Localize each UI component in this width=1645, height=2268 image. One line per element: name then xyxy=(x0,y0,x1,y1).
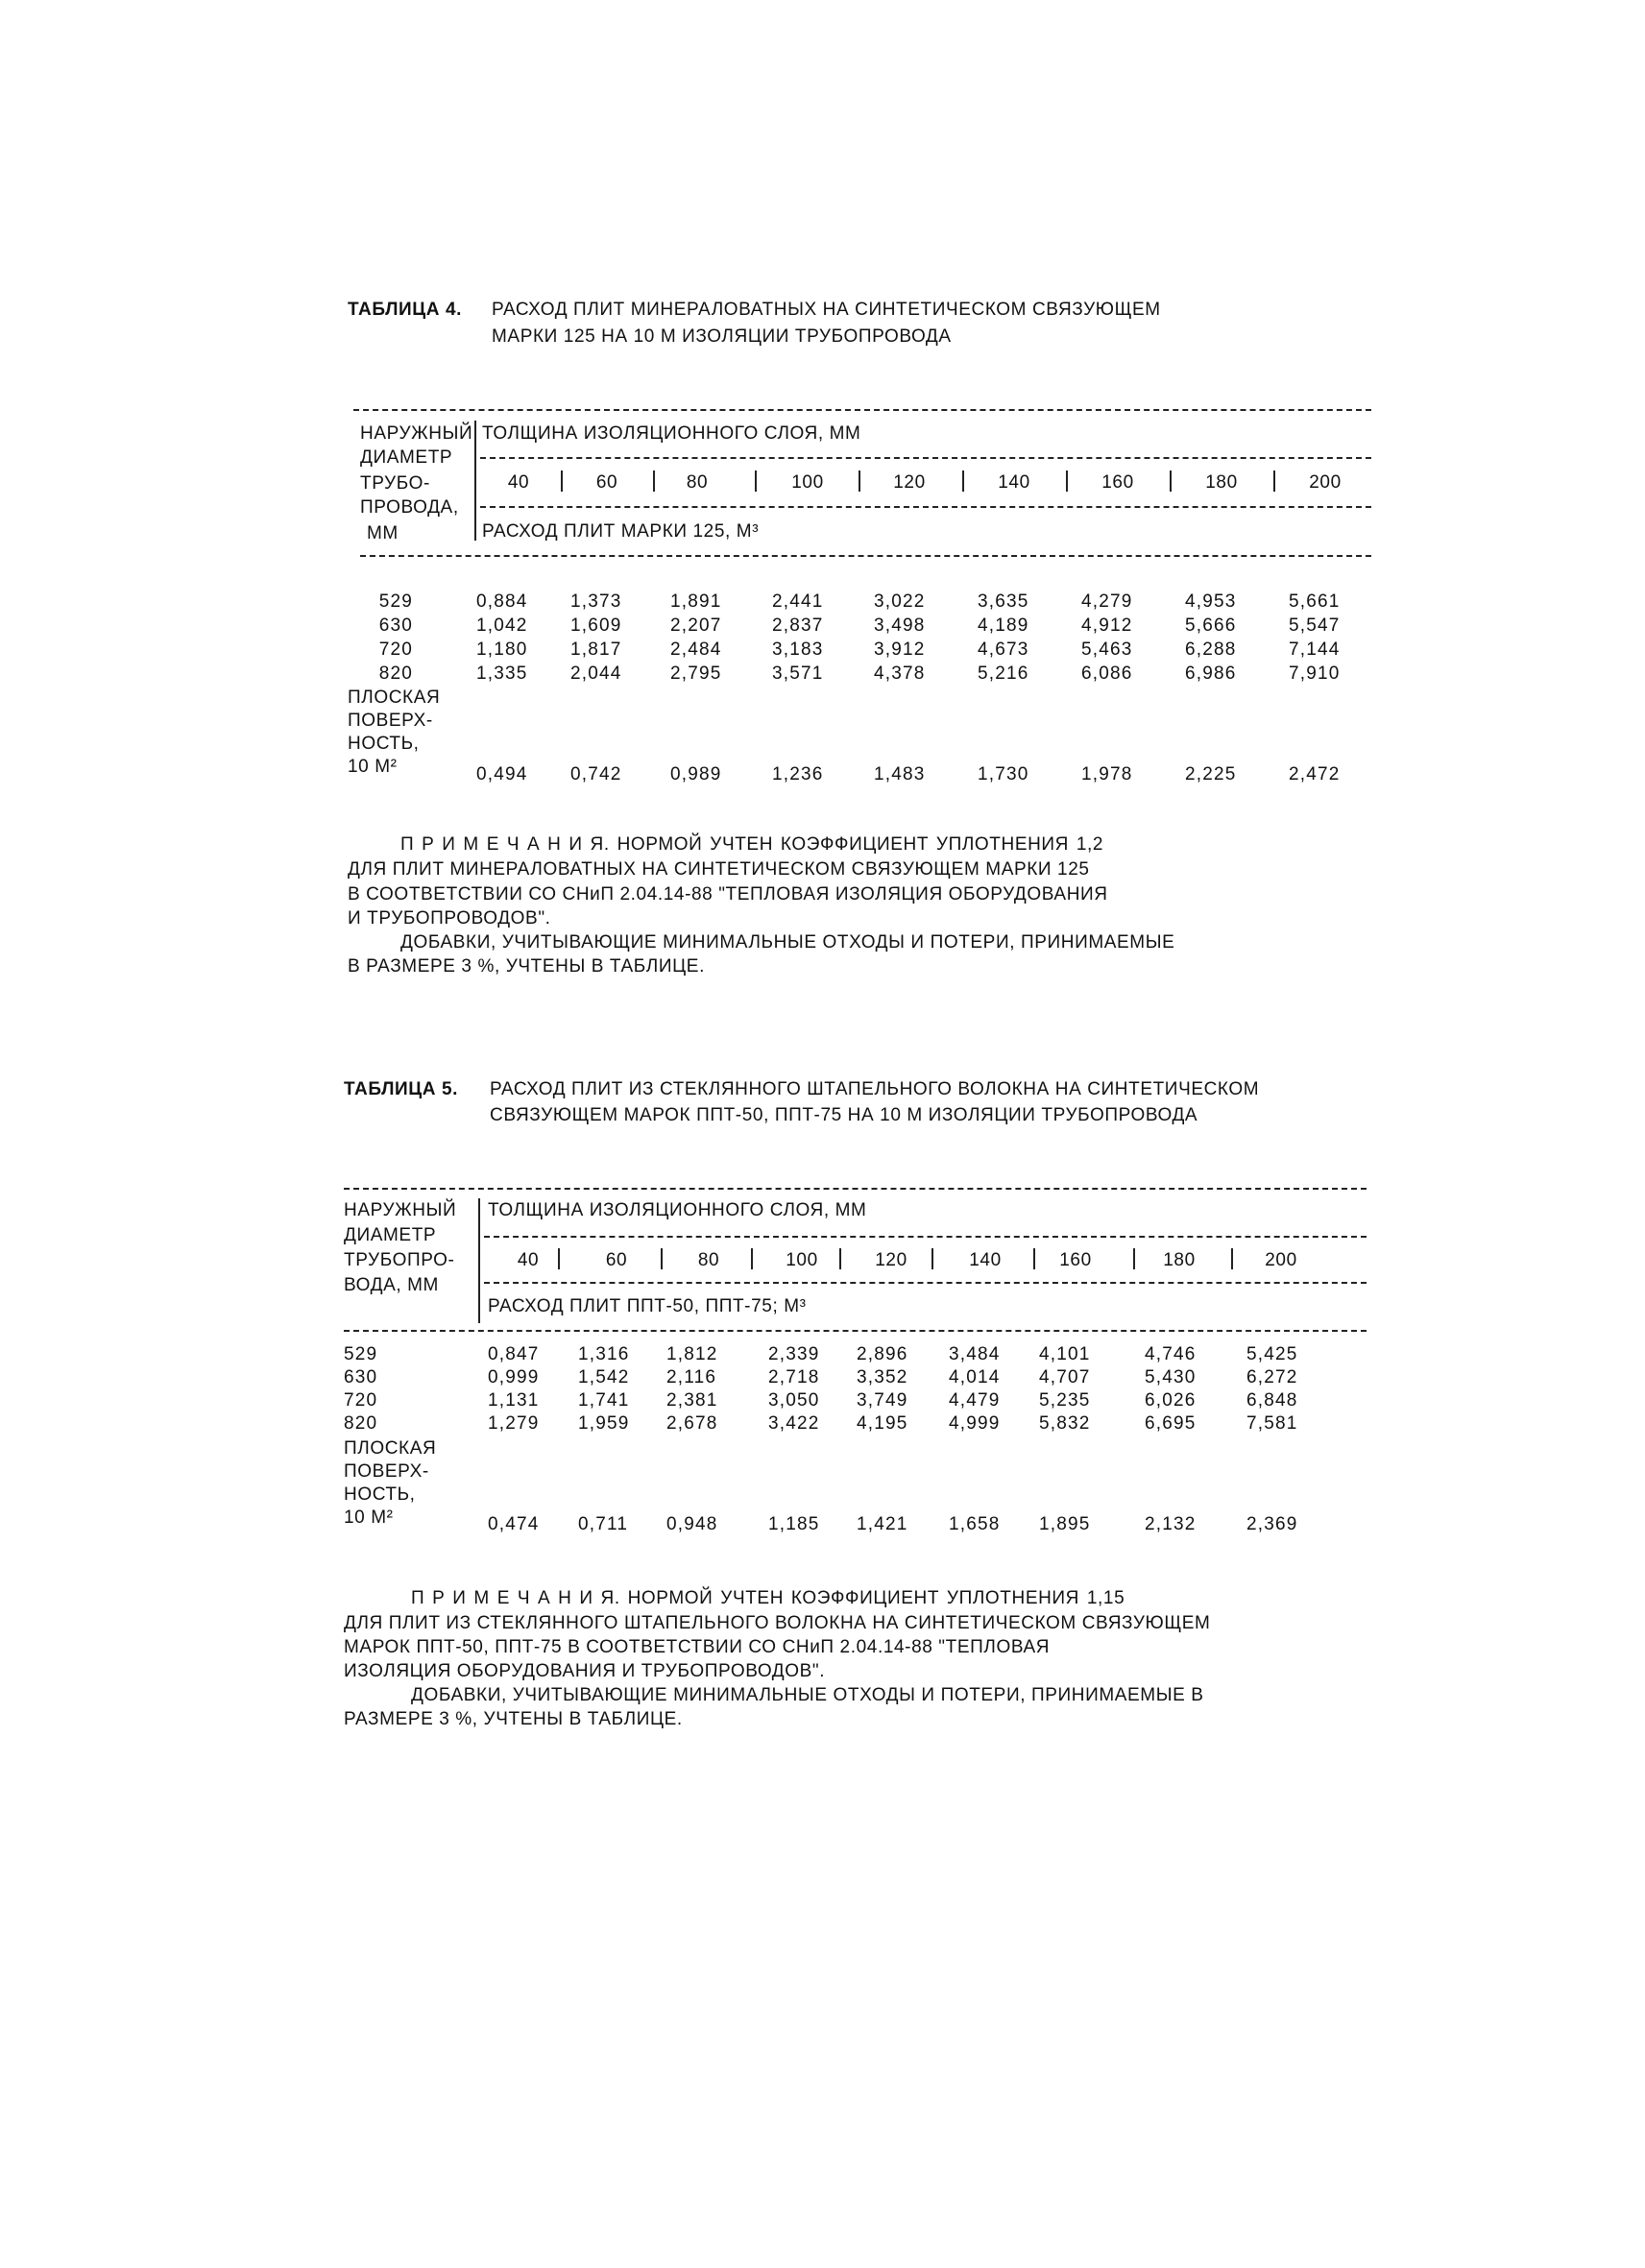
value-cell: 5,235 xyxy=(1039,1390,1091,1411)
value-cell: 4,746 xyxy=(1145,1344,1197,1364)
table-4-cell-divider xyxy=(1170,470,1172,492)
value-cell: 2,795 xyxy=(670,664,722,684)
value-cell: 3,571 xyxy=(772,664,824,684)
value-cell: 2,132 xyxy=(1145,1514,1197,1534)
table-4-thickness-cell: 100 xyxy=(791,472,824,493)
table-4-cell-divider xyxy=(962,470,964,492)
table-5-header-rule-1 xyxy=(484,1236,1367,1238)
table-4-cell-divider xyxy=(755,470,757,492)
table-5-note-line: ДЛЯ ПЛИТ ИЗ СТЕКЛЯННОГО ШТАПЕЛЬНОГО ВОЛОКНА НА СИНТЕТИЧЕСКОМ СВЯЗУЮЩЕМ xyxy=(344,1613,1211,1633)
value-cell: 4,999 xyxy=(949,1413,1001,1434)
value-cell: 1,483 xyxy=(874,764,926,784)
table-5-thickness-header: ТОЛЩИНА ИЗОЛЯЦИОННОГО СЛОЯ, ММ xyxy=(488,1200,867,1220)
value-cell: 4,014 xyxy=(949,1367,1001,1387)
table-5-note-line: ДОБАВКИ, УЧИТЫВАЮЩИЕ МИНИМАЛЬНЫЕ ОТХОДЫ И ПОТЕРИ, ПРИНИМАЕМЫЕ В xyxy=(411,1685,1204,1705)
value-cell: 2,484 xyxy=(670,639,722,660)
flat-surface-label: ПОВЕРХ- xyxy=(348,711,433,731)
diameter-cell: 529 xyxy=(378,591,413,612)
table-5-cell-divider xyxy=(751,1248,753,1269)
table-5-title-line-2: СВЯЗУЮЩЕМ МАРОК ППТ-50, ППТ-75 НА 10 М ИЗОЛЯЦИИ ТРУБОПРОВОДА xyxy=(490,1105,1198,1125)
value-cell: 2,381 xyxy=(666,1390,718,1411)
flat-surface-label: ПОВЕРХ- xyxy=(344,1461,429,1482)
table-4-row-header-3: ТРУБО- xyxy=(360,473,430,494)
table-4-label: ТАБЛИЦА 4. xyxy=(348,300,463,320)
table-5-cell-divider xyxy=(558,1248,560,1269)
table-4-header-divider xyxy=(474,421,476,541)
value-cell: 1,895 xyxy=(1039,1514,1091,1534)
value-cell: 0,847 xyxy=(488,1344,540,1364)
table-4-note-line: И ТРУБОПРОВОДОВ". xyxy=(348,908,551,929)
table-5-cell-divider xyxy=(1231,1248,1233,1269)
value-cell: 1,180 xyxy=(476,639,528,660)
value-cell: 2,207 xyxy=(670,615,722,636)
table-5-row-header-3: ТРУБОПРО- xyxy=(344,1250,455,1270)
table-4-note-line: П Р И М Е Ч А Н И Я. НОРМОЙ УЧТЕН КОЭФФИЦИЕНТ УПЛОТНЕНИЯ 1,2 xyxy=(400,834,1104,855)
value-cell: 5,463 xyxy=(1081,639,1133,660)
value-cell: 1,185 xyxy=(768,1514,820,1534)
table-5-row-header-1: НАРУЖНЫЙ xyxy=(344,1200,457,1220)
value-cell: 7,581 xyxy=(1246,1413,1298,1434)
table-5-cell-divider xyxy=(1133,1248,1135,1269)
value-cell: 4,707 xyxy=(1039,1367,1091,1387)
value-cell: 2,225 xyxy=(1185,764,1237,784)
table-4-thickness-cell: 180 xyxy=(1205,472,1238,493)
value-cell: 6,695 xyxy=(1145,1413,1197,1434)
value-cell: 6,986 xyxy=(1185,664,1237,684)
value-cell: 1,658 xyxy=(949,1514,1001,1534)
value-cell: 4,279 xyxy=(1081,591,1133,612)
value-cell: 1,335 xyxy=(476,664,528,684)
table-4-cell-divider xyxy=(653,470,655,492)
value-cell: 0,711 xyxy=(578,1514,629,1534)
table-4-note-line: ДОБАВКИ, УЧИТЫВАЮЩИЕ МИНИМАЛЬНЫЕ ОТХОДЫ И ПОТЕРИ, ПРИНИМАЕМЫЕ xyxy=(400,932,1175,953)
value-cell: 6,026 xyxy=(1145,1390,1197,1411)
value-cell: 5,666 xyxy=(1185,615,1237,636)
value-cell: 6,288 xyxy=(1185,639,1237,660)
value-cell: 2,044 xyxy=(570,664,622,684)
table-4-consumption-header: РАСХОД ПЛИТ МАРКИ 125, М³ xyxy=(482,521,760,542)
table-5-cell-divider xyxy=(839,1248,841,1269)
table-5-title-line-1: РАСХОД ПЛИТ ИЗ СТЕКЛЯННОГО ШТАПЕЛЬНОГО ВОЛОКНА НА СИНТЕТИЧЕСКОМ xyxy=(490,1079,1260,1099)
value-cell: 1,812 xyxy=(666,1344,718,1364)
value-cell: 1,542 xyxy=(578,1367,630,1387)
value-cell: 7,144 xyxy=(1289,639,1341,660)
diameter-cell: 820 xyxy=(378,664,413,684)
value-cell: 1,131 xyxy=(488,1390,540,1411)
table-5-cell-divider xyxy=(661,1248,663,1269)
table-5-thickness-cell: 60 xyxy=(605,1250,628,1270)
table-5-header-rule-2 xyxy=(484,1282,1367,1284)
value-cell: 4,101 xyxy=(1039,1344,1091,1364)
value-cell: 2,896 xyxy=(857,1344,908,1364)
table-5-note-line: П Р И М Е Ч А Н И Я. НОРМОЙ УЧТЕН КОЭФФИЦИЕНТ УПЛОТНЕНИЯ 1,15 xyxy=(411,1588,1125,1608)
value-cell: 4,673 xyxy=(978,639,1029,660)
table-4-note-line: ДЛЯ ПЛИТ МИНЕРАЛОВАТНЫХ НА СИНТЕТИЧЕСКОМ СВЯЗУЮЩЕМ МАРКИ 125 xyxy=(348,859,1090,880)
table-4-thickness-cell: 120 xyxy=(893,472,926,493)
value-cell: 1,236 xyxy=(772,764,824,784)
value-cell: 0,494 xyxy=(476,764,528,784)
table-4-cell-divider xyxy=(859,470,860,492)
value-cell: 5,832 xyxy=(1039,1413,1091,1434)
value-cell: 4,195 xyxy=(857,1413,908,1434)
value-cell: 1,959 xyxy=(578,1413,630,1434)
value-cell: 5,430 xyxy=(1145,1367,1197,1387)
table-5-thickness-cell: 160 xyxy=(1059,1250,1092,1270)
table-4-row-header-4: ПРОВОДА, xyxy=(360,497,459,518)
table-4-thickness-header: ТОЛЩИНА ИЗОЛЯЦИОННОГО СЛОЯ, ММ xyxy=(482,423,861,444)
value-cell: 3,498 xyxy=(874,615,926,636)
table-5-thickness-cell: 40 xyxy=(517,1250,540,1270)
value-cell: 3,022 xyxy=(874,591,926,612)
table-4-row-header-1: НАРУЖНЫЙ xyxy=(360,423,473,444)
table-5-thickness-cell: 140 xyxy=(969,1250,1002,1270)
table-4-header-bottom-rule xyxy=(360,555,1371,557)
flat-surface-label: 10 М² xyxy=(344,1508,394,1528)
table-4-thickness-cell: 140 xyxy=(998,472,1030,493)
flat-surface-label: ПЛОСКАЯ xyxy=(344,1438,437,1459)
value-cell: 2,837 xyxy=(772,615,824,636)
diameter-cell: 529 xyxy=(344,1344,378,1364)
table-5-thickness-cell: 80 xyxy=(697,1250,720,1270)
value-cell: 0,989 xyxy=(670,764,722,784)
table-5-cell-divider xyxy=(931,1248,933,1269)
table-5-cell-divider xyxy=(1033,1248,1035,1269)
value-cell: 3,912 xyxy=(874,639,926,660)
value-cell: 2,472 xyxy=(1289,764,1341,784)
table-5-thickness-cell: 120 xyxy=(875,1250,907,1270)
value-cell: 2,441 xyxy=(772,591,824,612)
value-cell: 2,718 xyxy=(768,1367,820,1387)
table-4-top-rule xyxy=(353,409,1371,411)
diameter-cell: 630 xyxy=(344,1367,378,1387)
value-cell: 1,042 xyxy=(476,615,528,636)
table-4-cell-divider xyxy=(1273,470,1275,492)
value-cell: 7,910 xyxy=(1289,664,1341,684)
table-5-label: ТАБЛИЦА 5. xyxy=(344,1079,459,1099)
table-4-header-rule-1 xyxy=(480,457,1371,459)
value-cell: 2,116 xyxy=(666,1367,717,1387)
value-cell: 4,479 xyxy=(949,1390,1001,1411)
value-cell: 4,953 xyxy=(1185,591,1237,612)
table-4-cell-divider xyxy=(1066,470,1068,492)
value-cell: 2,678 xyxy=(666,1413,718,1434)
table-4-title-line-2: МАРКИ 125 НА 10 М ИЗОЛЯЦИИ ТРУБОПРОВОДА xyxy=(492,326,952,347)
value-cell: 2,339 xyxy=(768,1344,820,1364)
flat-surface-label: ПЛОСКАЯ xyxy=(348,688,441,708)
diameter-cell: 820 xyxy=(344,1413,378,1434)
value-cell: 4,378 xyxy=(874,664,926,684)
value-cell: 3,050 xyxy=(768,1390,820,1411)
value-cell: 3,635 xyxy=(978,591,1029,612)
table-4-thickness-cell: 40 xyxy=(507,472,530,493)
value-cell: 0,999 xyxy=(488,1367,540,1387)
value-cell: 5,547 xyxy=(1289,615,1341,636)
table-4-note-line: В СООТВЕТСТВИИ СО СНиП 2.04.14-88 "ТЕПЛОВАЯ ИЗОЛЯЦИЯ ОБОРУДОВАНИЯ xyxy=(348,884,1108,905)
value-cell: 1,891 xyxy=(670,591,722,612)
table-5-top-rule xyxy=(344,1188,1367,1190)
value-cell: 6,848 xyxy=(1246,1390,1298,1411)
value-cell: 0,742 xyxy=(570,764,622,784)
table-5-note-line: ИЗОЛЯЦИЯ ОБОРУДОВАНИЯ И ТРУБОПРОВОДОВ". xyxy=(344,1661,826,1681)
value-cell: 3,749 xyxy=(857,1390,908,1411)
value-cell: 0,884 xyxy=(476,591,528,612)
value-cell: 0,948 xyxy=(666,1514,718,1534)
table-4-note-line: В РАЗМЕРЕ 3 %, УЧТЕНЫ В ТАБЛИЦЕ. xyxy=(348,956,705,977)
value-cell: 1,373 xyxy=(570,591,622,612)
value-cell: 5,425 xyxy=(1246,1344,1298,1364)
table-4-thickness-cell: 60 xyxy=(595,472,618,493)
flat-surface-label: НОСТЬ, xyxy=(348,734,420,754)
table-5-consumption-header: РАСХОД ПЛИТ ППТ-50, ППТ-75; М³ xyxy=(488,1296,807,1316)
table-4-cell-divider xyxy=(561,470,563,492)
value-cell: 4,912 xyxy=(1081,615,1133,636)
diameter-cell: 720 xyxy=(344,1390,378,1411)
table-5-header-bottom-rule xyxy=(344,1330,1367,1332)
value-cell: 1,609 xyxy=(570,615,622,636)
value-cell: 2,369 xyxy=(1246,1514,1298,1534)
table-5-header-divider xyxy=(478,1198,480,1323)
value-cell: 5,216 xyxy=(978,664,1029,684)
value-cell: 4,189 xyxy=(978,615,1029,636)
value-cell: 0,474 xyxy=(488,1514,540,1534)
flat-surface-label: 10 М² xyxy=(348,757,398,777)
value-cell: 1,730 xyxy=(978,764,1029,784)
table-4-thickness-cell: 160 xyxy=(1101,472,1134,493)
table-5-thickness-cell: 200 xyxy=(1265,1250,1297,1270)
flat-surface-label: НОСТЬ, xyxy=(344,1484,416,1505)
value-cell: 1,741 xyxy=(578,1390,630,1411)
table-5-thickness-cell: 100 xyxy=(786,1250,818,1270)
diameter-cell: 630 xyxy=(378,615,413,636)
value-cell: 3,422 xyxy=(768,1413,820,1434)
value-cell: 1,316 xyxy=(578,1344,630,1364)
value-cell: 6,272 xyxy=(1246,1367,1298,1387)
table-5-row-header-2: ДИАМЕТР xyxy=(344,1225,437,1245)
table-4-row-header-5: ММ xyxy=(367,523,399,543)
value-cell: 3,352 xyxy=(857,1367,908,1387)
value-cell: 1,279 xyxy=(488,1413,540,1434)
table-4-row-header-2: ДИАМЕТР xyxy=(360,447,453,468)
table-4-title-line-1: РАСХОД ПЛИТ МИНЕРАЛОВАТНЫХ НА СИНТЕТИЧЕСКОМ СВЯЗУЮЩЕМ xyxy=(492,300,1161,320)
table-5-row-header-4: ВОДА, ММ xyxy=(344,1275,439,1295)
table-4-thickness-cell: 200 xyxy=(1309,472,1342,493)
value-cell: 3,484 xyxy=(949,1344,1001,1364)
value-cell: 1,817 xyxy=(570,639,622,660)
table-5-thickness-cell: 180 xyxy=(1163,1250,1196,1270)
value-cell: 1,421 xyxy=(857,1514,908,1534)
table-5-note-line: РАЗМЕРЕ 3 %, УЧТЕНЫ В ТАБЛИЦЕ. xyxy=(344,1709,683,1729)
diameter-cell: 720 xyxy=(378,639,413,660)
value-cell: 3,183 xyxy=(772,639,824,660)
value-cell: 6,086 xyxy=(1081,664,1133,684)
table-4-thickness-cell: 80 xyxy=(686,472,709,493)
value-cell: 1,978 xyxy=(1081,764,1133,784)
table-4-header-rule-2 xyxy=(480,506,1371,508)
table-5-note-line: МАРОК ППТ-50, ППТ-75 В СООТВЕТСТВИИ СО СНиП 2.04.14-88 "ТЕПЛОВАЯ xyxy=(344,1637,1051,1657)
value-cell: 5,661 xyxy=(1289,591,1341,612)
